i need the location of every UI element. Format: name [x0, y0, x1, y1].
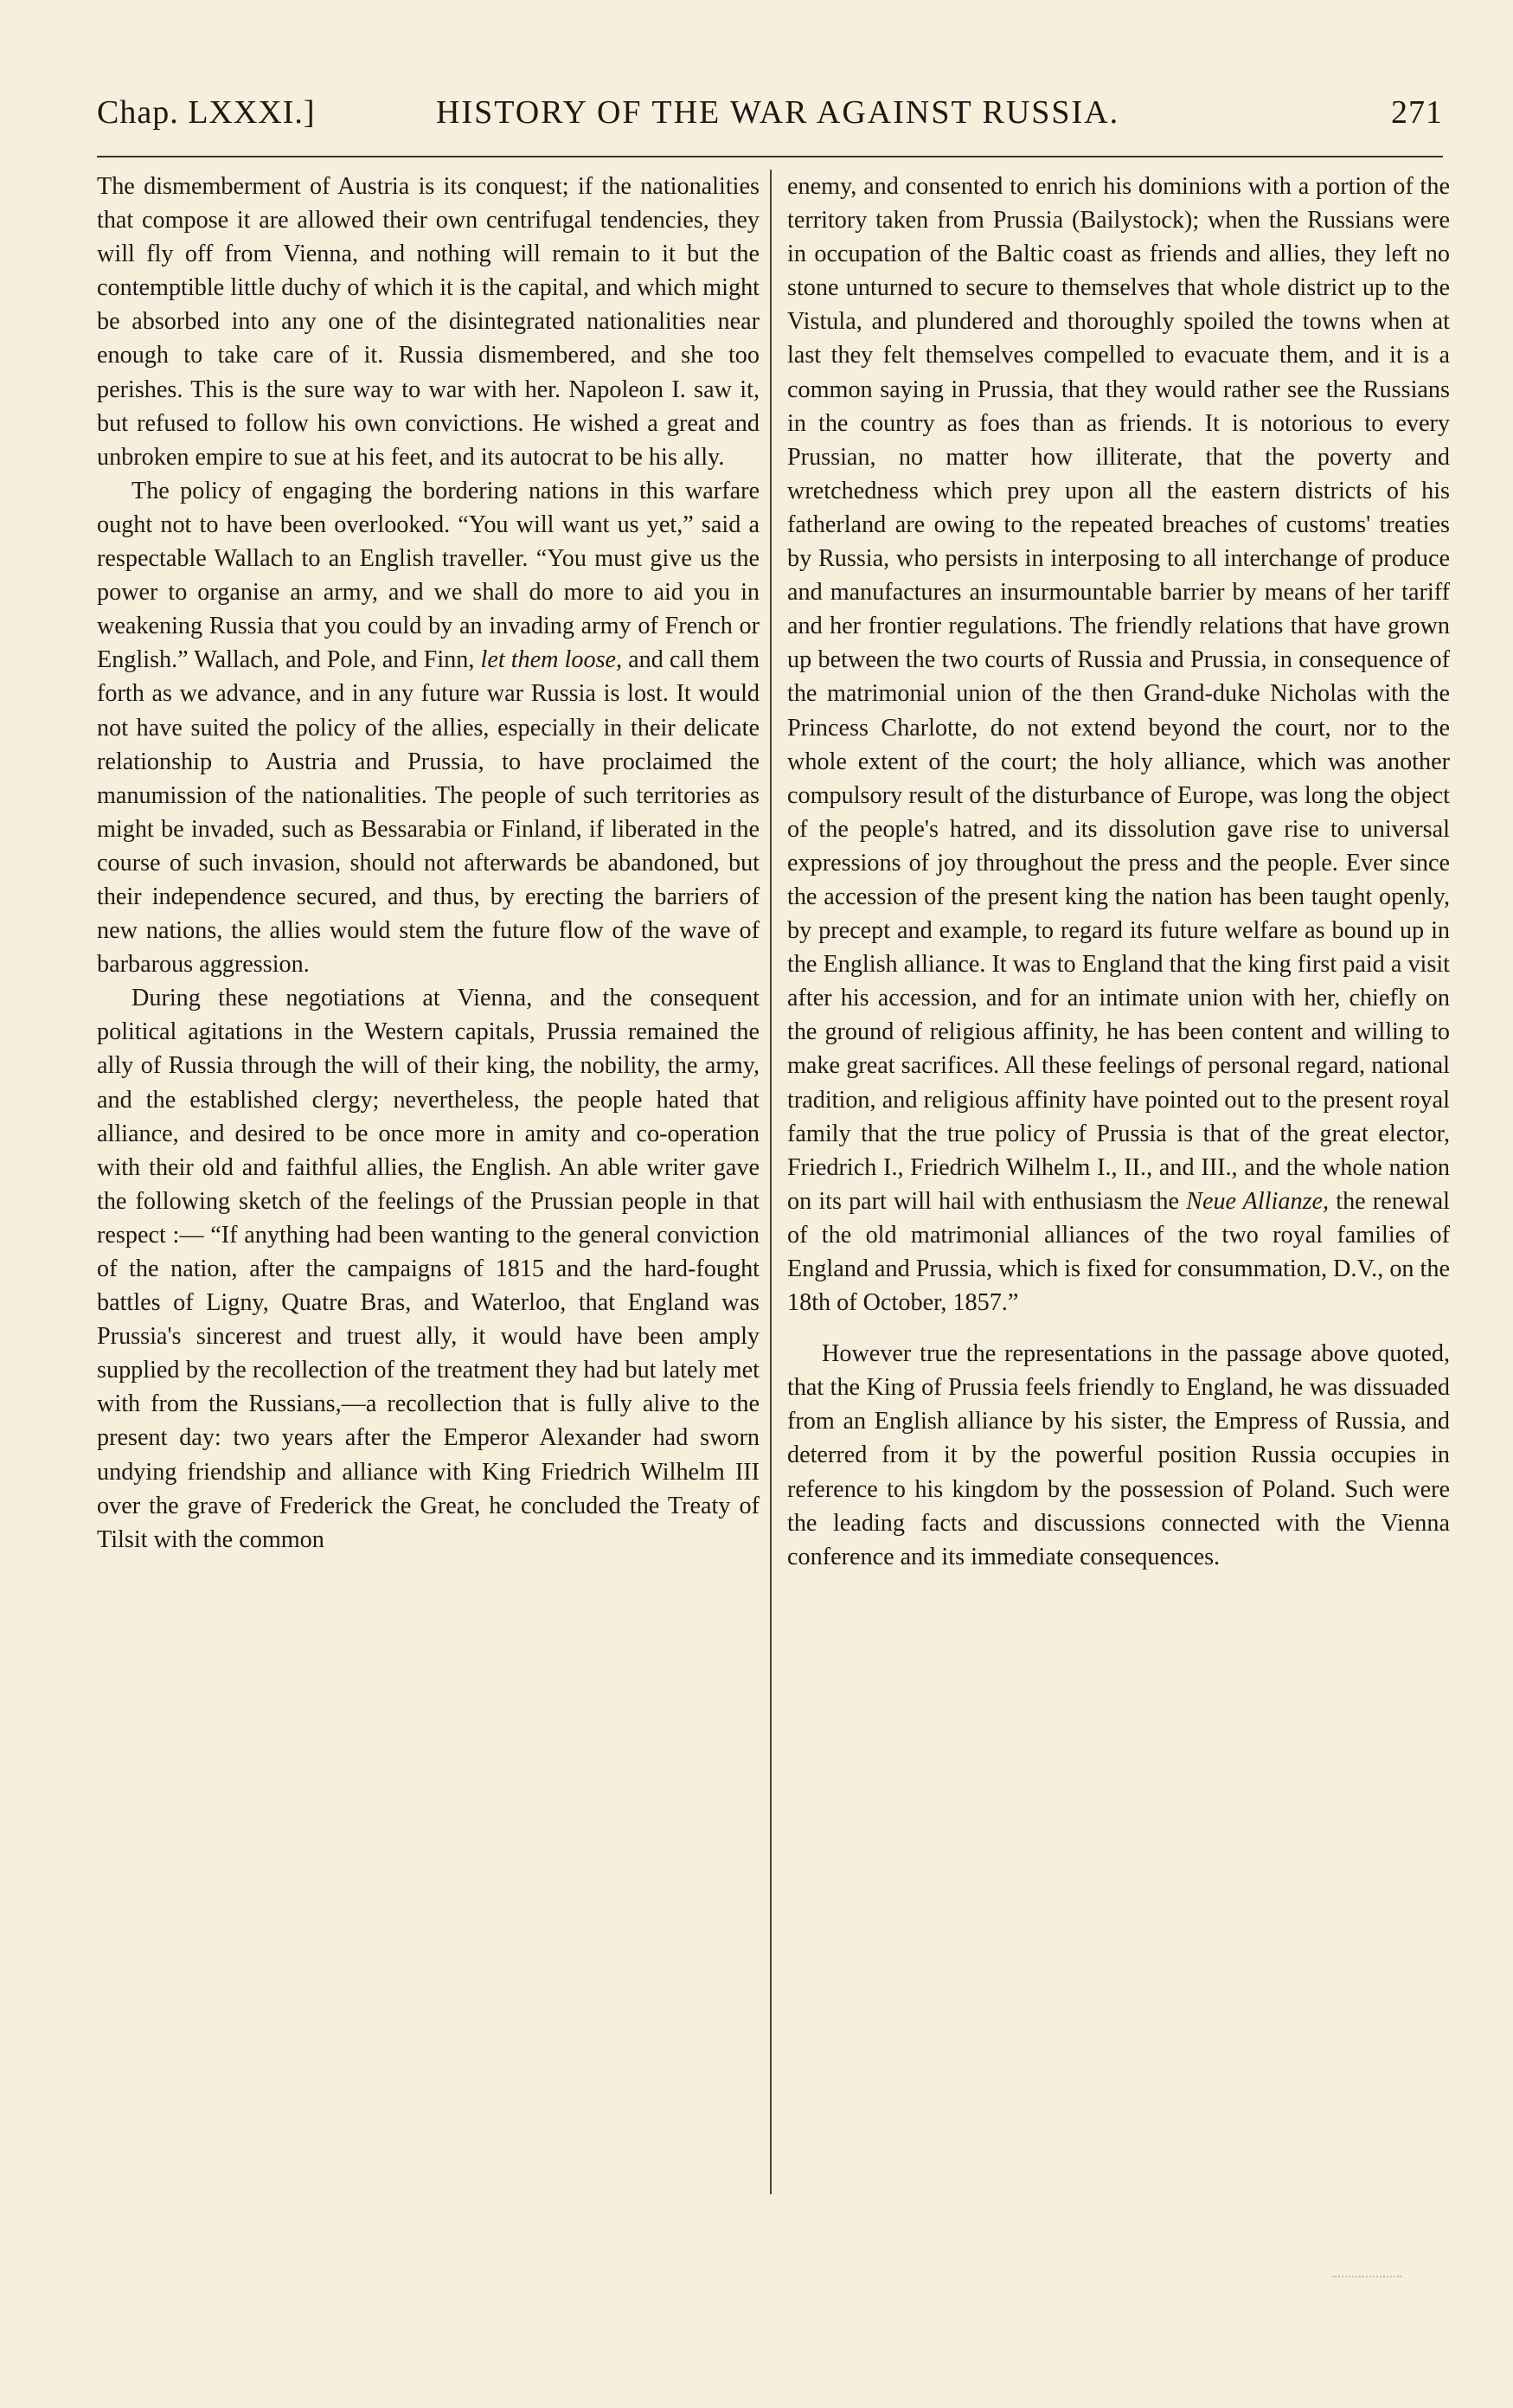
running-title: HISTORY OF THE WAR AGAINST RUSSIA.	[436, 94, 1120, 131]
paragraph-text: the renewal of the old matrimonial alliances of the two royal families of England and Prussia, which is fixed for consummation, D.V., on the 18th of October, 1857.”	[787, 1187, 1450, 1317]
italic-phrase: let them loose,	[480, 646, 623, 674]
italic-phrase: Neue Allianze,	[1186, 1187, 1330, 1215]
header-rule	[97, 156, 1443, 157]
chapter-label: Chap. LXXXI.]	[97, 94, 316, 131]
paragraph-text: enemy, and consented to enrich his dominions with a portion of the territory taken from Prussia (Bailystock); when the Russians were in occupation of the Baltic coast as friends and allies, they left no stone unturned to secure to themselves that whole district up to the Vistula, and plundered and thoroughly spoiled the towns when at last they felt themselves compelled to evacuate them, and it is a common saying in Prussia, that they would rather see the Russians in the country as foes than as friends. It is notorious to every Prussian, no matter how illiterate, that the poverty and wretchedness which prey upon all the eastern districts of his fatherland are owing to the repeated breaches of customs' treaties by Russia, who persists in interposing to all interchange of produce and manufactures an insurmountable barrier by means of her tariff and her frontier regulations. The friendly relations that have grown up between the two courts of Russia and Prussia, in consequence of the matrimonial union of the then Grand-duke Nicholas with the Princess Charlotte, do not extend beyond the court, nor to the whole extent of the court; the holy alliance, which was another compulsory result of the disturbance of Europe, was long the object of the people's hatred, and its dissolution gave rise to universal expressions of joy throughout the press and the people. Ever since the accession of the present king the nation has been taught openly, by precept and example, to regard its future welfare as bound up in the English alliance. It was to England that the king first paid a visit after his accession, and for an intimate union with her, chiefly on the ground of religious affinity, he has been content and willing to make great sacrifices. All these feelings of personal regard, national tradition, and religious affinity have pointed out to the present royal family that the true policy of Prussia is that of the great elector, Friedrich I., Friedrich Wilhelm I., II., and III., and the whole nation on its part will hail with enthusiasm the	[787, 173, 1450, 1215]
paragraph-text: and call them forth as we advance, and in any future war Russia is lost. It would not have suited the policy of the allies, especially in their delicate relationship to Austria and Prussia, to have proclaimed the manumission of the nationalities. The people of such territories as might be invaded, such as Bessarabia or Finland, if liberated in the course of such invasion, should not afterwards be abandoned, but their independence secured, and thus, by erecting the barriers of new nations, the allies would stem the future flow of the wave of barbarous aggression.	[97, 646, 760, 979]
page-number: 271	[1391, 94, 1443, 131]
paragraph	[787, 170, 1450, 1320]
right-column	[787, 170, 1450, 1574]
paragraph	[97, 474, 760, 981]
paragraph: However true the representations in the passage above quoted, that the King of Prussia feels friendly to England, he was dissuaded from an English alliance by his sister, the Empress of Russia, and deterred from it by the powerful position Russia occupies in reference to his kingdom by the possession of Poland. Such were the leading facts and discussions connected with the Vienna conference and its immediate consequences.	[787, 1340, 1450, 1570]
running-head	[97, 93, 1443, 147]
paragraph: During these negotiations at Vienna, and the consequent political agitations in the Western capitals, Prussia remained the ally of Russia through the will of their king, the nobility, the army, and the established clergy; nevertheless, the people hated that alliance, and desired to be once more in amity and co-operation with their old and faithful allies, the English. An able writer gave the following sketch of the feelings of the Prussian people in that respect :— “If anything had been wanting to the general conviction of the nation, after the campaigns of 1815 and the hard-fought battles of Ligny, Quatre Bras, and Waterloo, that England was Prussia's sincerest and truest ally, it would have been amply supplied by the recollection of the treatment they had but lately met with from the Russians,—a recollection that is fully alive to the present day: two years after the Emperor Alexander had sworn undying friendship and alliance with King Friedrich Wilhelm III over the grave of Frederick the Great, he concluded the Treaty of Tilsit with the common	[97, 985, 760, 1553]
paper-mark	[1332, 2276, 1401, 2278]
left-column	[97, 170, 760, 1557]
column-divider	[770, 170, 772, 2194]
paragraph: The dismemberment of Austria is its conquest; if the nationalities that compose it are allowed their own centrifugal tendencies, they will fly off from Vienna, and nothing will remain to it but the contemptible little duchy of which it is the capital, and which might be absorbed into any one of the disintegrated nationalities near enough to take care of it. Russia dismembered, and she too perishes. This is the sure way to war with her. Napoleon I. saw it, but refused to follow his own convictions. He wished a great and unbroken empire to sue at his feet, and its autocrat to be his ally.	[97, 173, 760, 471]
paragraph-text: The policy of engaging the bordering nations in this warfare ought not to have been overlooked. “You will want us yet,” said a respectable Wallach to an English traveller. “You must give us the power to organise an army, and we shall do more to aid you in weakening Russia that you could by an invading army of French or English.” Wallach, and Pole, and Finn,	[97, 477, 760, 674]
